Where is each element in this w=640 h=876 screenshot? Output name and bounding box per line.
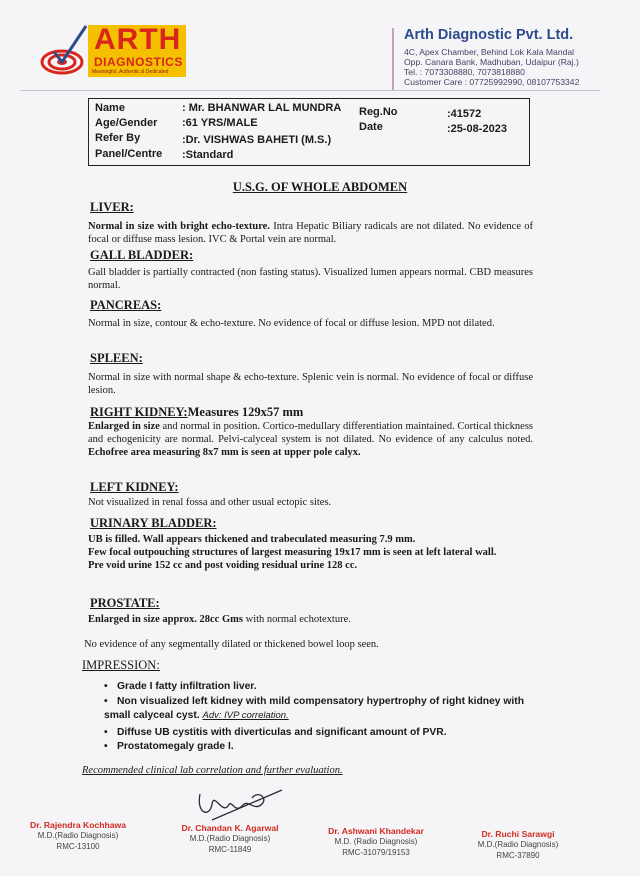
doctor-block [458, 829, 578, 861]
address-line: Customer Care : 07725992990, 08107753342 [404, 77, 580, 87]
prostate-heading: PROSTATE: [90, 596, 160, 610]
name-value: : Mr. BHANWAR LAL MUNDRA [182, 102, 342, 114]
impression-text: Diffuse UB cystitis with diverticulas and significant amount of PVR. [117, 727, 447, 738]
right-kidney-text: and normal in position. Cortico-medullary differentiation maintained. Cortical thickness and echogenicity are normal. Pelvi-calyceal system is not dilated. No evidence of any calculus noted. [88, 421, 533, 445]
doctor-reg: RMC-13100 [56, 842, 100, 851]
spleen-heading: SPLEEN: [90, 351, 143, 365]
spleen-findings: Normal in size with normal shape & echo-texture. Splenic vein is normal. No evidence of focal or diffuse lesion. [88, 372, 533, 396]
doctor-reg: RMC-37890 [496, 851, 540, 860]
prostate-findings [88, 613, 533, 626]
impression-item: • Non visualized left kidney with mild compensatory hypertrophy of right kidney with small calyceal cyst. Adv: IVP correlation. [104, 696, 524, 721]
doctor-name: Dr. Chandan K. Agarwal [181, 823, 279, 833]
doctor-qualification: M.D.(Radio Diagnosis) [477, 840, 559, 849]
pancreas-heading: PANCREAS: [90, 298, 162, 312]
impression-text: Non visualized left kidney with mild compensatory hypertrophy of right kidney with small calyceal cyst. [104, 696, 524, 721]
right-kidney-label: RIGHT KIDNEY: [90, 405, 188, 419]
liver-heading: LIVER: [90, 200, 134, 214]
impression-item: • Prostatomegaly grade I. [104, 741, 234, 752]
liver-findings [88, 220, 533, 246]
right-kidney-bold-2: Echofree area measuring 8x7 mm is seen at upper pole calyx. [88, 447, 361, 458]
address-line: 4C, Apex Chamber, Behind Lok Kala Mandal [404, 47, 575, 57]
impression-note: Adv: IVP correlation. [202, 710, 289, 721]
date-label: Date [359, 121, 383, 133]
left-kidney-findings: Not visualized in renal fossa and other usual ectopic sites. [88, 497, 332, 508]
right-kidney-bold-1: Enlarged in size [88, 421, 160, 432]
name-label: Name [95, 102, 125, 114]
urinary-bladder-findings [88, 533, 533, 572]
reg-value: :41572 [447, 108, 482, 120]
doctor-name: Dr. Ashwani Khandekar [328, 826, 424, 836]
doctor-qualification: M.D.(Radio Diagnosis) [189, 834, 271, 843]
prostate-bold: Enlarged in size approx. 28cc Gms [88, 614, 243, 625]
address-line: Tel. : 7073308880, 7073818880 [404, 67, 525, 77]
refer-value: :Dr. VISHWAS BAHETI (M.S.) [182, 134, 332, 146]
impression-text: Prostatomegaly grade I. [117, 741, 234, 752]
date-value: :25-08-2023 [447, 123, 507, 135]
age-label: Age/Gender [95, 117, 158, 129]
age-value: :61 YRS/MALE [182, 117, 258, 129]
doctor-block [316, 826, 436, 858]
impression-text: Grade I fatty infiltration liver. [117, 681, 257, 692]
impression-heading: IMPRESSION: [82, 658, 160, 672]
doctor-block [18, 820, 138, 852]
logo-tagline: Meaningful, Authentic & Dedicated [92, 69, 169, 75]
impression-item: • Diffuse UB cystitis with diverticulas and significant amount of PVR. [104, 727, 447, 738]
address-line: Opp. Canara Bank, Madhuban, Udaipur (Raj.) [404, 57, 579, 67]
gall-bladder-findings: Gall bladder is partially contracted (non fasting status). Visualized lumen appears normal. CBD measures normal. [88, 267, 533, 291]
target-logo-icon [40, 22, 90, 78]
ub-line: Pre void urine 152 cc and post voiding residual urine 128 cc. [88, 560, 358, 571]
patient-info-box [88, 98, 530, 166]
report-title: U.S.G. OF WHOLE ABDOMEN [232, 180, 408, 194]
ub-line: UB is filled. Wall appears thickened and trabeculated measuring 7.9 mm. [88, 534, 416, 545]
panel-value: :Standard [182, 149, 234, 161]
doctor-reg: RMC-11849 [208, 845, 252, 854]
liver-bold-text: Normal in size with bright echo-texture. [88, 221, 270, 232]
refer-label: Refer By [95, 132, 141, 144]
doctor-qualification: M.D.(Radio Diagnosis) [37, 831, 119, 840]
recommendation-note: Recommended clinical lab correlation and further evaluation. [82, 765, 343, 776]
logo-sub-text: DIAGNOSTICS [94, 55, 183, 69]
header-divider [392, 28, 394, 90]
right-kidney-measure: Measures 129x57 mm [187, 405, 304, 419]
doctor-qualification: M.D. (Radio Diagnosis) [334, 837, 418, 846]
company-name: Arth Diagnostic Pvt. Ltd. [404, 27, 574, 43]
signature-mark [192, 784, 287, 824]
doctor-name: Dr. Ruchi Sarawgi [481, 829, 555, 839]
ub-line: Few focal outpouching structures of largest measuring 19x17 mm is seen at left lateral wall. [88, 547, 497, 558]
liver-text: Intra Hepatic Biliary radicals are not dilated. No evidence of focal or diffuse mass lesion. IVC & Portal vein are normal. [88, 221, 533, 245]
header-rule [20, 90, 600, 91]
prostate-text: with normal echotexture. [242, 614, 351, 625]
impression-item: • Grade I fatty infiltration liver. [104, 681, 257, 692]
doctor-name: Dr. Rajendra Kochhawa [30, 820, 126, 830]
gall-bladder-heading: GALL BLADDER: [90, 248, 194, 262]
bowel-findings: No evidence of any segmentally dilated or thickened bowel loop seen. [84, 639, 379, 650]
doctor-block [170, 823, 290, 855]
doctor-reg: RMC-31079/19153 [342, 848, 410, 857]
pancreas-findings: Normal in size, contour & echo-texture. No evidence of focal or diffuse lesion. MPD not dilated. [88, 318, 495, 329]
left-kidney-heading: LEFT KIDNEY: [90, 480, 179, 494]
right-kidney-heading [90, 405, 303, 420]
logo-main-text: ARTH [94, 23, 182, 56]
urinary-bladder-heading: URINARY BLADDER: [90, 516, 217, 530]
reg-label: Reg.No [359, 106, 398, 118]
right-kidney-findings [88, 420, 533, 459]
panel-label: Panel/Centre [95, 148, 163, 160]
logo [88, 25, 186, 77]
